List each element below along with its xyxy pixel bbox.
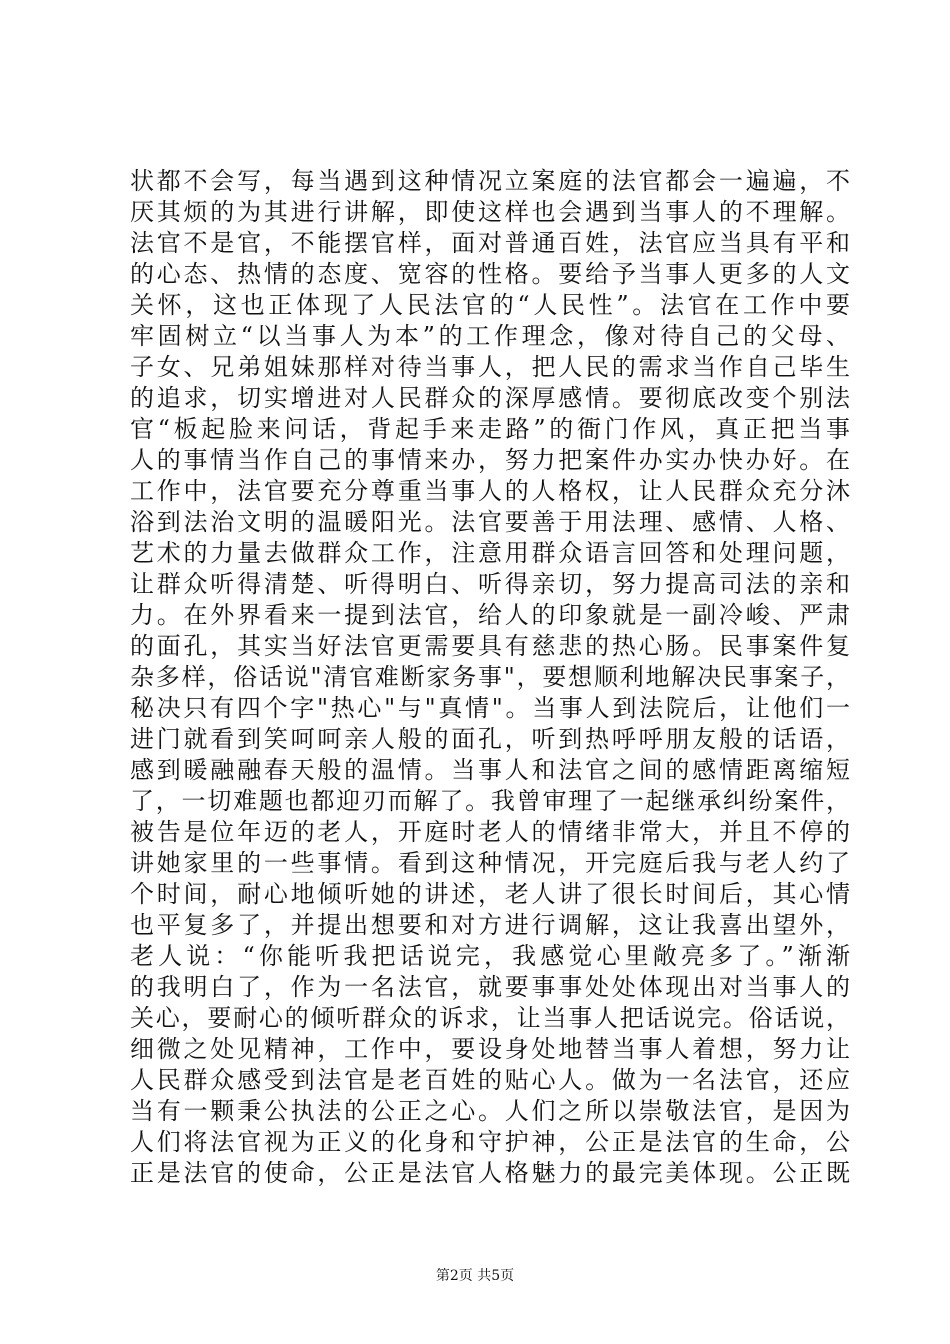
body-text	[130, 166, 850, 1189]
text-line: 也平复多了，并提出想要和对方进行调解，这让我喜出望外，	[130, 911, 850, 939]
text-line: 牢固树立“以当事人为本”的工作理念，像对待自己的父母、	[130, 322, 850, 350]
text-line: 人们将法官视为正义的化身和守护神，公正是法官的生命，公	[130, 1128, 850, 1156]
text-line: 状都不会写，每当遇到这种情况立案庭的法官都会一遍遍，不	[130, 167, 850, 195]
text-line: 秘决只有四个字"热心"与"真情"。当事人到法院后，让他们一	[130, 694, 850, 722]
text-line: 的心态、热情的态度、宽容的性格。要给予当事人更多的人文	[130, 260, 850, 288]
text-line: 当有一颗秉公执法的公正之心。人们之所以崇敬法官，是因为	[130, 1097, 850, 1125]
text-line: 人民群众感受到法官是老百姓的贴心人。做为一名法官，还应	[130, 1066, 850, 1094]
text-line: 浴到法治文明的温暖阳光。法官要善于用法理、感情、人格、	[130, 508, 850, 536]
text-line: 正是法官的使命，公正是法官人格魅力的最完美体现。公正既	[130, 1159, 850, 1187]
text-line: 讲她家里的一些事情。看到这种情况，开完庭后我与老人约了	[130, 849, 850, 877]
text-line: 法官不是官，不能摆官样，面对普通百姓，法官应当具有平和	[130, 229, 850, 257]
text-line: 进门就看到笑呵呵亲人般的面孔，听到热呼呼朋友般的话语，	[130, 725, 850, 753]
text-line: 艺术的力量去做群众工作，注意用群众语言回答和处理问题，	[130, 539, 850, 567]
text-line: 的追求，切实增进对人民群众的深厚感情。要彻底改变个别法	[130, 384, 850, 412]
text-line: 厌其烦的为其进行讲解，即使这样也会遇到当事人的不理解。	[130, 198, 850, 226]
text-line: 官“板起脸来问话，背起手来走路”的衙门作风，真正把当事	[130, 415, 850, 443]
text-line: 细微之处见精神，工作中，要设身处地替当事人着想，努力让	[130, 1035, 850, 1063]
text-line: 感到暖融融春天般的温情。当事人和法官之间的感情距离缩短	[130, 756, 850, 784]
text-line: 杂多样，俗话说"清官难断家务事"，要想顺利地解决民事案子，	[130, 663, 850, 691]
text-line: 的我明白了，作为一名法官，就要事事处处体现出对当事人的	[130, 973, 850, 1001]
text-line: 被告是位年迈的老人，开庭时老人的情绪非常大，并且不停的	[130, 818, 850, 846]
text-line: 关心，要耐心的倾听群众的诉求，让当事人把话说完。俗话说，	[130, 1004, 850, 1032]
text-line: 人的事情当作自己的事情来办，努力把案件办实办快办好。在	[130, 446, 850, 474]
text-line: 子女、兄弟姐妹那样对待当事人，把人民的需求当作自己毕生	[130, 353, 850, 381]
text-line: 个时间，耐心地倾听她的讲述，老人讲了很长时间后，其心情	[130, 880, 850, 908]
text-line: 的面孔，其实当好法官更需要具有慈悲的热心肠。民事案件复	[130, 632, 850, 660]
text-line: 让群众听得清楚、听得明白、听得亲切，努力提高司法的亲和	[130, 570, 850, 598]
page-footer: 第2页 共5页	[435, 1268, 515, 1284]
text-line: 关怀，这也正体现了人民法官的“人民性”。法官在工作中要	[130, 291, 850, 319]
text-line: 了，一切难题也都迎刃而解了。我曾审理了一起继承纠纷案件，	[130, 787, 850, 815]
text-line: 老人说：“你能听我把话说完，我感觉心里敞亮多了。”渐渐	[130, 942, 850, 970]
text-line: 力。在外界看来一提到法官，给人的印象就是一副冷峻、严肃	[130, 601, 850, 629]
text-line: 工作中，法官要充分尊重当事人的人格权，让人民群众充分沐	[130, 477, 850, 505]
